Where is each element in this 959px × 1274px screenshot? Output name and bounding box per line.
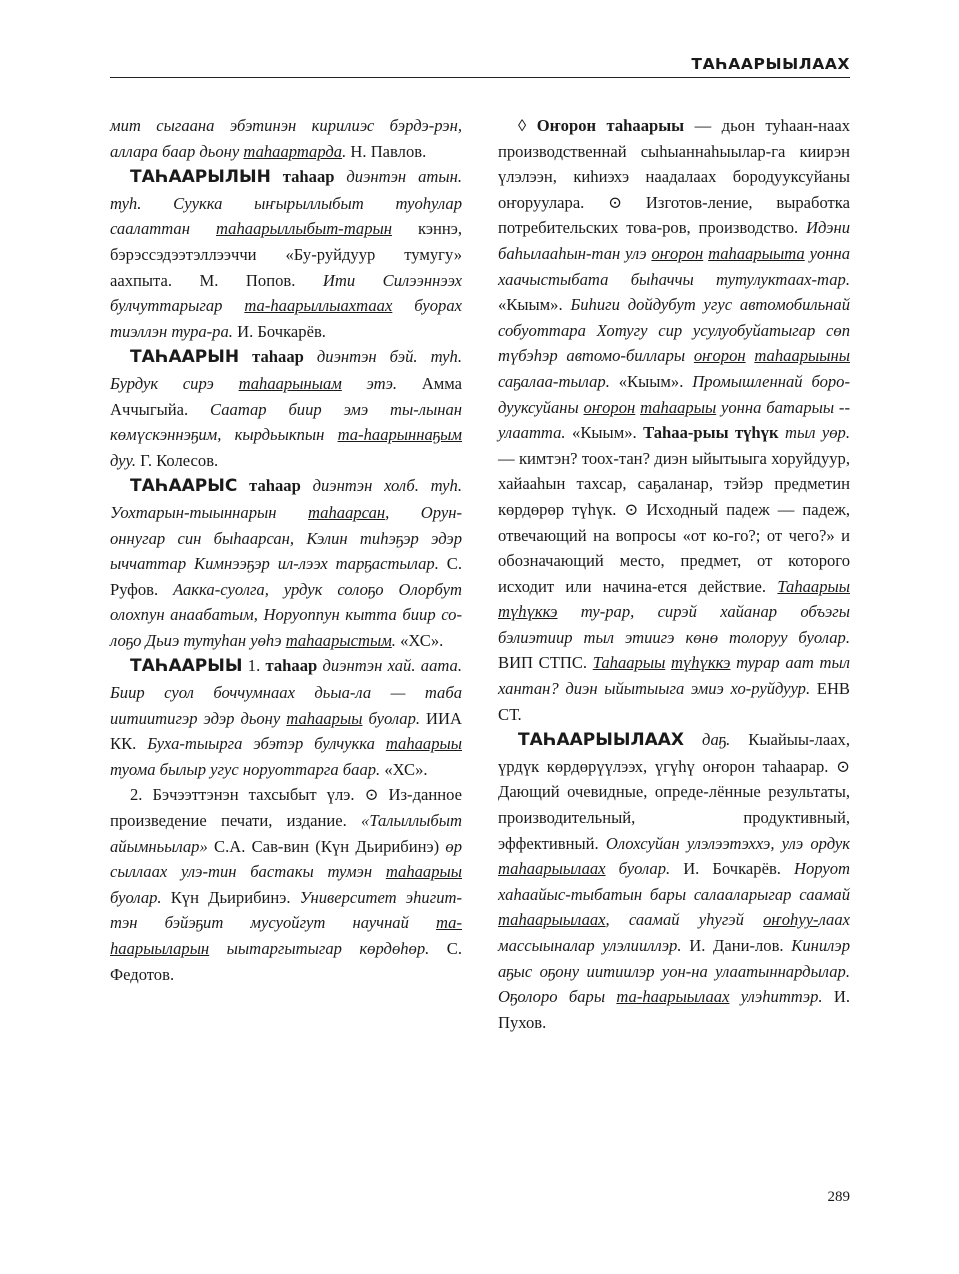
source-citation: М. Попов. <box>172 270 323 290</box>
header-rule <box>110 77 850 78</box>
grammar-label: даҕ. <box>702 730 731 750</box>
right-column <box>498 113 850 1035</box>
example-keyword: таһаарыы <box>640 397 717 417</box>
example-text: этэ. <box>341 373 398 393</box>
example-keyword: таһаарыы <box>385 862 462 882</box>
source-citation: С. Федотов. <box>110 939 462 984</box>
example-keyword: та-һаарыыларын <box>110 913 462 958</box>
sense-number: 1. <box>242 656 266 676</box>
example-text: , саамай уһугэй <box>605 910 764 930</box>
headword: ТАҺААРЫЫ <box>130 656 243 677</box>
source-citation: «Кыым». <box>609 371 693 391</box>
example-keyword: таһаарыыны <box>754 346 850 366</box>
source-citation: Күн Дьирибинэ. <box>161 887 300 907</box>
entry-tahaaryy <box>110 653 462 782</box>
source-citation: Г. Колесов. <box>136 450 219 470</box>
source-citation: Амма Аччыгыйа. <box>110 373 463 419</box>
example-text: Норуот хаһаайыс-тыбатын бары салааларыгар саамай <box>498 859 850 904</box>
definition-text: диэнтэн бэй. туһ. Бурдук сирэ <box>110 347 462 393</box>
source-citation: С. Руфов. <box>110 554 462 599</box>
source-citation: ВИП СТПС. <box>498 653 593 673</box>
definition-text: — дьон туһаан-наах производственнай сыһыаннаһыылар-га киирэн үлэлээн, киһиэхэ наадалаах бородууксуйаны оҥоруулара. ⊙ Изготов-ление, выработка потребительских това-ров, производство. <box>498 116 851 238</box>
subheadword: Таһаа-рыы түһүк <box>643 423 779 443</box>
diamond-icon: ◊ <box>518 116 527 135</box>
example-text: турар аат тыл хантан? диэн ыйытыыга эмиэ хо-руйдуур. <box>498 653 850 699</box>
definition-text: диэнтэн хай. аата. Биир суол боччумнаах дьыа-ла — таба иитиитигэр эдэр дьону <box>110 656 462 728</box>
headword: ТАҺААРЫС <box>130 476 238 497</box>
entry-ongoron-tahaaryy <box>498 113 850 727</box>
headword: ТАҺААРЫЛЫН <box>130 167 271 188</box>
source-citation: «ХС». <box>380 759 428 779</box>
source-citation: «Кыым». <box>498 295 571 315</box>
continued-entry <box>110 113 462 164</box>
example-keyword: оҥоһуу- <box>763 910 819 930</box>
example-keyword: оҥорон <box>583 397 636 417</box>
headword: ТАҺААРЫЫЛААХ <box>518 730 685 751</box>
example-keyword: түһүккэ <box>498 602 558 622</box>
definition-text: диэнтэн атын. туһ. Суукка ыҥырыллыбыт туоһулар саалаттан <box>110 167 462 239</box>
example-keyword: таһаарыстым <box>285 630 392 650</box>
definition-text: Кыайыы-лаах, үрдүк көрдөрүүлээх, үгүһү оҥорон таһаарар. ⊙ Дающий очевидные, опреде-лённые результаты, производительный, продуктивный, эффективный. <box>498 730 850 853</box>
source-citation: Н. Павлов. <box>346 141 427 161</box>
example-keyword: таһаарсан <box>308 502 386 522</box>
example-keyword: таһаарыыта <box>708 243 805 263</box>
example-keyword: Таһаарыы <box>592 653 666 673</box>
root-word: таһаар <box>249 476 301 496</box>
source-citation: ИИА КК. <box>110 708 462 754</box>
entry-tahaaryy-sense-2 <box>110 782 462 987</box>
example-keyword: та-һаарыылаах <box>616 987 730 1007</box>
example-text: Аакка-суолга, урдук солоҕо Олорбут олохпун анаабатым, Норуоппун кытта биир со-лоҕо Дьиэ тутуһан уөһэ <box>110 579 462 650</box>
example-text: ту-рар, сирэй хайанар объэгы бэлиэтиир тыл этиигэ көнө толоруу буолар. <box>498 602 850 647</box>
example-keyword: Таһаарыы <box>777 576 850 596</box>
entry-tahaaryylaah <box>498 727 850 1035</box>
example-text: . <box>391 630 396 650</box>
entry-tahaarys <box>110 473 462 653</box>
example-keyword: таһаарыы <box>286 708 363 728</box>
example-keyword: түһүккэ <box>670 653 731 673</box>
example-text: Кинилэр аҕыс оҕону иитиилэр уон-на улаатыннардылар. Оҕолоро бары <box>498 936 850 1007</box>
example-text: , Орун-оннугар син быһаарсан, Кэлин тиһэҕэр эдэр ыччаттар Кимнээҕэр ил-лээх тарҕастылар. <box>110 502 462 574</box>
example-text: буолар. <box>605 859 671 879</box>
example-keyword: таһаарыылаах <box>498 910 606 930</box>
example-text: «Талыллыбыт айымньылар» <box>110 811 462 856</box>
example-text: саҕалаа-тылар. <box>498 371 610 391</box>
example-text: уонна батарыы -- улаатта. <box>498 397 850 443</box>
example-text: Университет эһигит-тэн бэйэҕит мусуойгут научнай <box>110 887 462 933</box>
root-word: таһаар <box>265 656 318 676</box>
example-keyword: таһаарыылаах <box>498 859 606 879</box>
example-text: Промышленнай боро-дууксуйаны <box>498 371 850 417</box>
example-keyword: оҥорон <box>651 243 704 263</box>
definition-text: диэнтэн холб. туһ. Уохтарын-тыыннарын <box>110 476 462 522</box>
example-keyword: та-һаарыннаҕым <box>337 425 462 445</box>
definition-text: 2. Бэчээттэнэн тахсыбыт үлэ. ⊙ Из-данное произведение печати, издание. <box>110 785 462 831</box>
grammar-label: тыл уөр. <box>784 423 851 443</box>
headword: ТАҺААРЫН <box>130 347 240 368</box>
running-head: ТАҺААРЫЫЛААХ <box>691 55 850 73</box>
source-citation: ЕНВ СТ. <box>498 679 850 724</box>
entry-tahaarylyn <box>110 164 462 344</box>
source-citation: И. Дани-лов. <box>681 936 792 955</box>
example-text: кэннэ, бэрэссэдээтэллээччи «Бу-руйдуур тумугу» аахпыта. <box>110 219 462 290</box>
example-text: С.А. Сав-вин (Күн Дьирибинэ) <box>207 836 446 856</box>
source-citation: И. Бочкарёв. <box>670 859 794 879</box>
entry-tahaaryn <box>110 344 462 473</box>
example-text: лаах массыыналар улэлииллэр. <box>498 910 850 955</box>
example-text: уонна хаачыстыбата быһаччы тутулуктаах-тар. <box>498 243 850 289</box>
page-header <box>110 0 850 80</box>
example-keyword: та-һаарыллыахтаах <box>244 296 393 316</box>
source-citation: «ХС». <box>395 630 444 650</box>
example-text: ыытаргытыгар көрдөһөр. <box>209 939 430 958</box>
example-text: буорах тиэллэн тура-ра. <box>110 296 462 341</box>
example-text: туома былыр угус норуоттарга баар. <box>110 759 381 779</box>
source-citation: И. Бочкарёв. <box>232 321 326 341</box>
source-citation: И. Пухов. <box>498 987 851 1032</box>
example-text: . <box>342 141 347 161</box>
example-keyword: таһаарыныам <box>238 373 342 393</box>
example-text: буолар. <box>362 708 421 728</box>
root-word: таһаар <box>252 347 304 367</box>
definition-text: — кимтэн? тоох-тан? диэн ыйытыыга хоруйдуур, хайааһын тахсар, саҕаланар, тэйэр предметин көрдөрөр түһүк. ⊙ Исходный падеж — падеж, отвечающий на вопросы «от ко-го?; от чего?» и обозначающий место, предмет, от которого исходит или начина-ется действие. <box>498 448 850 596</box>
page-number: 289 <box>827 1189 850 1205</box>
example-text: Олохсуйан улэлээтэххэ, улэ ордук <box>605 833 850 853</box>
example-keyword: таһаарыы <box>385 734 462 754</box>
example-text: Саатар биир эмэ ты-лынан көмүскэннэҕим, кырдьыкпын <box>110 399 463 445</box>
example-text: Идэни баһылааһын-тан улэ <box>498 218 850 263</box>
example-text: улэһиттэр. <box>729 987 823 1007</box>
example-text: мит сыгаана эбэтинэн кирилиэс бэрдэ-рэн, аллара баар дьону <box>110 116 462 161</box>
example-text: буолар. <box>110 887 162 907</box>
example-text: өр сыллаах улэ-тин бастакы тумэн <box>110 836 462 882</box>
example-keyword: таһаартарда <box>243 141 343 161</box>
example-text: Ити Силээннээх булчуттарыгар <box>110 270 462 316</box>
subheadword: Оҥорон таһаарыы <box>536 116 685 135</box>
example-text: Буха-тыырга эбэтэр булчукка <box>147 734 386 754</box>
root-word: таһаар <box>282 167 335 187</box>
example-keyword: таһаарыллыбыт-тарын <box>216 219 392 239</box>
example-text: Биһиги дойдубут угус автомобильнай собуоттара Хотугу сир усулуобуйатыгар сөп түбэһэр автомо-биллары <box>498 295 850 366</box>
left-column <box>110 113 462 987</box>
example-keyword: оҥорон <box>693 346 746 366</box>
source-citation: «Кыым». <box>565 423 644 443</box>
example-text: дуу. <box>110 450 137 470</box>
